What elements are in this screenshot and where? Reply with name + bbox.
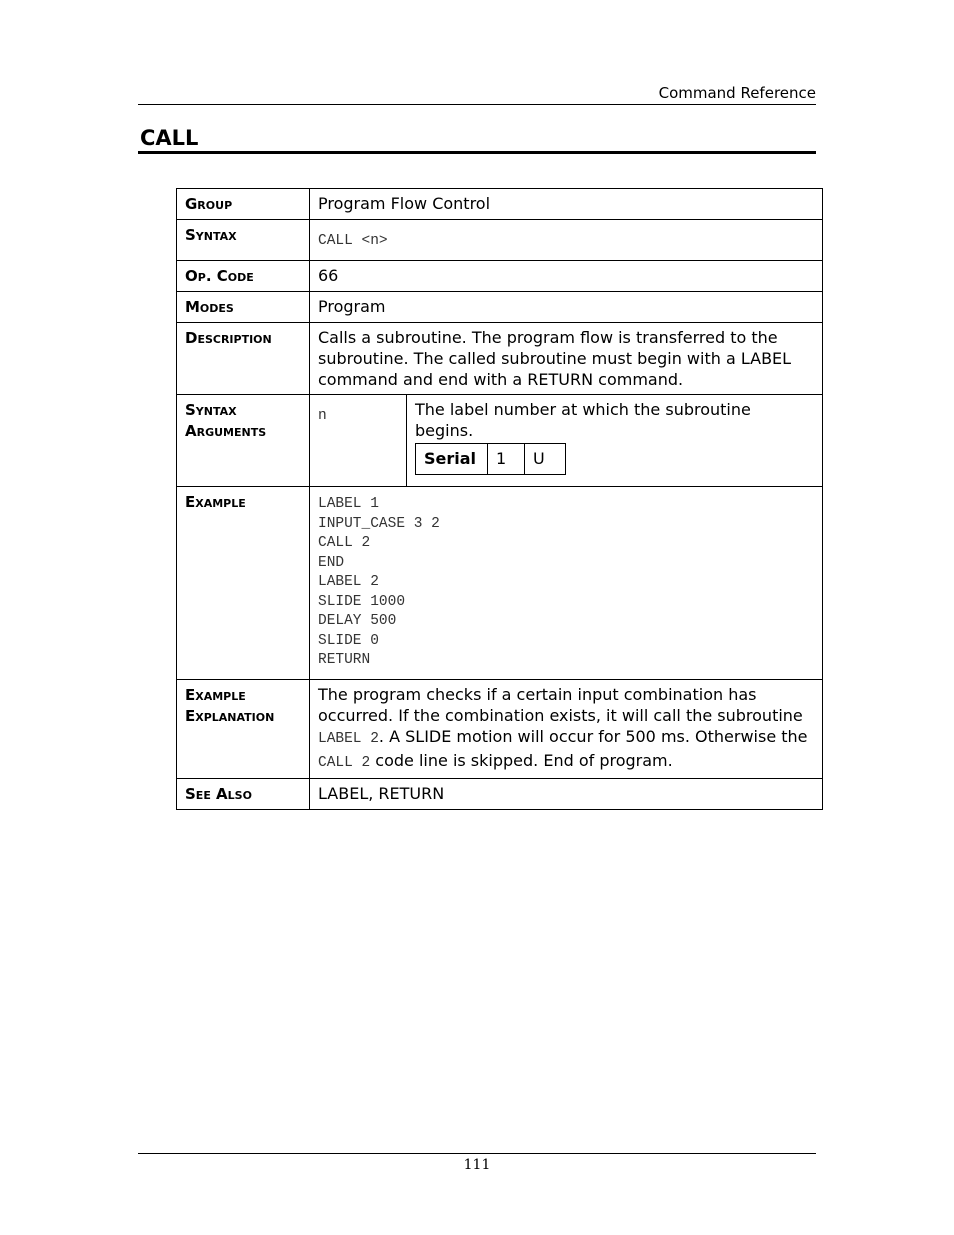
header-rule [138, 104, 816, 105]
explanation-text: code line is skipped. End of program. [370, 750, 673, 770]
modes-value: Program [310, 292, 823, 323]
serial-spec-table [415, 443, 566, 475]
title-rule [138, 151, 816, 154]
row-label-opcode: Op. Code [177, 261, 310, 292]
code-line: LABEL 1 [318, 496, 379, 512]
code-line: INPUT_CASE 3 2 [318, 515, 440, 532]
row-label-example: Example [177, 487, 310, 680]
arg-name-cell [310, 395, 407, 486]
row-label-modes: Modes [177, 292, 310, 323]
code-line: DELAY 500 [318, 613, 397, 629]
code-line: CALL 2 [318, 535, 371, 551]
row-see-also [177, 778, 823, 809]
description-value: Calls a subroutine. The program flow is transferred to the subroutine. The called subroutine must begin with a LABEL command and end with a RETURN command. [310, 323, 823, 395]
label-line: Syntax [185, 401, 237, 419]
code-line: RETURN [318, 652, 371, 668]
arg-desc-cell [407, 395, 823, 486]
row-label-see-also: See Also [177, 778, 310, 809]
running-header: Command Reference [658, 84, 816, 102]
label-line: Explanation [185, 706, 275, 725]
command-reference-table [176, 188, 823, 810]
syntax-cell [310, 220, 823, 261]
section-title: CALL [140, 126, 199, 150]
row-example-explanation [177, 679, 823, 778]
row-example [177, 487, 823, 680]
opcode-value: 66 [310, 261, 823, 292]
spec-label: Serial [416, 444, 488, 475]
arg-name: n [318, 408, 327, 424]
explanation-text: . A SLIDE motion will occur for 500 ms. Otherwise the [378, 726, 808, 746]
row-label-syntax: Syntax [177, 220, 310, 261]
code-line: SLIDE 0 [318, 632, 379, 649]
row-label-description: Description [177, 323, 310, 395]
inline-code: LABEL 2 [318, 730, 379, 747]
group-value: Program Flow Control [310, 189, 823, 220]
code-line: LABEL 2 [318, 574, 379, 590]
spec-value-2: U [525, 444, 566, 475]
label-line: Example [185, 685, 246, 704]
spec-value-1: 1 [488, 444, 525, 475]
row-syntax-arguments [177, 395, 823, 487]
label-line: Arguments [185, 422, 267, 440]
row-label-group: Group [177, 189, 310, 220]
explanation-text: The program checks if a certain input combination has occurred. If the combination exists, it will call the subroutine [318, 684, 803, 725]
example-explanation-text [310, 679, 823, 778]
row-label-syntax-arguments [177, 395, 310, 487]
row-description [177, 323, 823, 395]
row-opcode [177, 261, 823, 292]
see-also-value: LABEL, RETURN [310, 778, 823, 809]
arguments-table [310, 395, 822, 486]
code-line: END [318, 554, 345, 571]
page-number: 111 [463, 1157, 491, 1173]
row-syntax [177, 220, 823, 261]
row-label-example-explanation [177, 679, 310, 778]
syntax-value: CALL <n> [318, 233, 388, 249]
arg-description: The label number at which the subroutine begins. [415, 400, 751, 440]
arguments-cell [310, 395, 823, 487]
row-modes [177, 292, 823, 323]
example-code [310, 487, 823, 680]
row-group [177, 189, 823, 220]
code-line: SLIDE 1000 [318, 593, 406, 610]
footer-rule [138, 1153, 816, 1154]
inline-code: CALL 2 [318, 754, 371, 771]
